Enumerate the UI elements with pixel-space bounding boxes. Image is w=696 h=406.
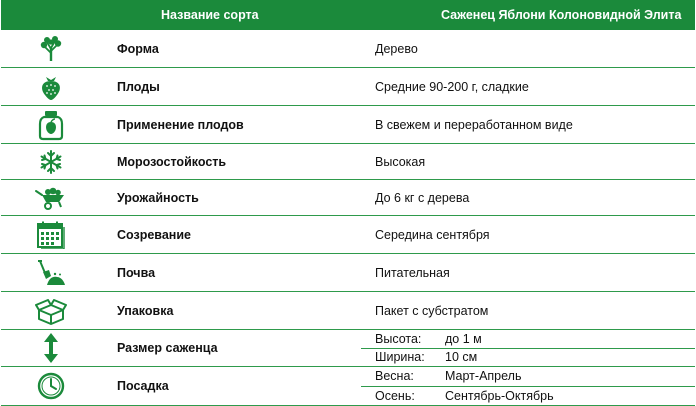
table-row [1, 254, 695, 292]
size-width-value: 10 см [445, 350, 478, 365]
vertical-arrows-icon [42, 332, 60, 364]
table-row-planting [1, 367, 695, 387]
icon-cell [1, 68, 101, 106]
row-value: Середина сентября [361, 216, 695, 254]
planting-autumn-label: Осень: [375, 388, 415, 403]
jar-icon [37, 109, 65, 141]
row-name: Размер саженца [101, 330, 361, 367]
planting-autumn [361, 386, 695, 406]
size-height [361, 330, 695, 349]
table-row [1, 292, 695, 330]
table-row [1, 30, 695, 68]
row-name: Морозостойкость [101, 144, 361, 180]
icon-cell [1, 292, 101, 330]
row-name: Плоды [101, 68, 361, 106]
row-name: Применение плодов [101, 106, 361, 144]
table-row [1, 180, 695, 216]
icon-cell [1, 367, 101, 406]
row-name: Упаковка [101, 292, 361, 330]
planting-spring-value: Март-Апрель [445, 369, 522, 384]
table-row [1, 216, 695, 254]
spec-table [1, 0, 695, 406]
row-value: До 6 кг с дерева [361, 180, 695, 216]
row-value: Пакет с субстратом [361, 292, 695, 330]
strawberry-icon [37, 72, 65, 102]
row-value: Дерево [361, 30, 695, 68]
row-name: Почва [101, 254, 361, 292]
icon-cell [1, 144, 101, 180]
row-value: В свежем и переработанном виде [361, 106, 695, 144]
planting-autumn-value: Сентябрь-Октябрь [445, 388, 554, 403]
tree-icon [37, 35, 65, 63]
calendar-icon [36, 221, 66, 249]
row-name: Посадка [101, 367, 361, 406]
snowflake-icon [38, 149, 64, 175]
table-row [1, 106, 695, 144]
row-name: Форма [101, 30, 361, 68]
table-row [1, 68, 695, 106]
size-height-value: до 1 м [445, 331, 482, 346]
icon-cell [1, 30, 101, 68]
box-icon [35, 297, 67, 325]
planting-spring-label: Весна: [375, 369, 414, 384]
table-header [1, 0, 695, 30]
size-width-label: Ширина: [375, 350, 425, 365]
icon-cell [1, 180, 101, 216]
clock-icon [37, 372, 65, 400]
header-value: Саженец Яблони Колоновидной Элита [361, 0, 695, 30]
row-value: Питательная [361, 254, 695, 292]
size-width [361, 348, 695, 367]
planting-spring [361, 367, 695, 387]
icon-cell [1, 254, 101, 292]
header-name: Название сорта [101, 0, 361, 30]
table-row [1, 144, 695, 180]
table-row-size [1, 330, 695, 349]
icon-cell [1, 106, 101, 144]
shovel-soil-icon [35, 259, 67, 287]
header-icon-col [1, 0, 101, 30]
wheelbarrow-icon [34, 186, 68, 210]
row-name: Урожайность [101, 180, 361, 216]
icon-cell [1, 330, 101, 367]
size-height-label: Высота: [375, 331, 422, 346]
row-value: Средние 90-200 г, сладкие [361, 68, 695, 106]
row-value: Высокая [361, 144, 695, 180]
icon-cell [1, 216, 101, 254]
row-name: Созревание [101, 216, 361, 254]
